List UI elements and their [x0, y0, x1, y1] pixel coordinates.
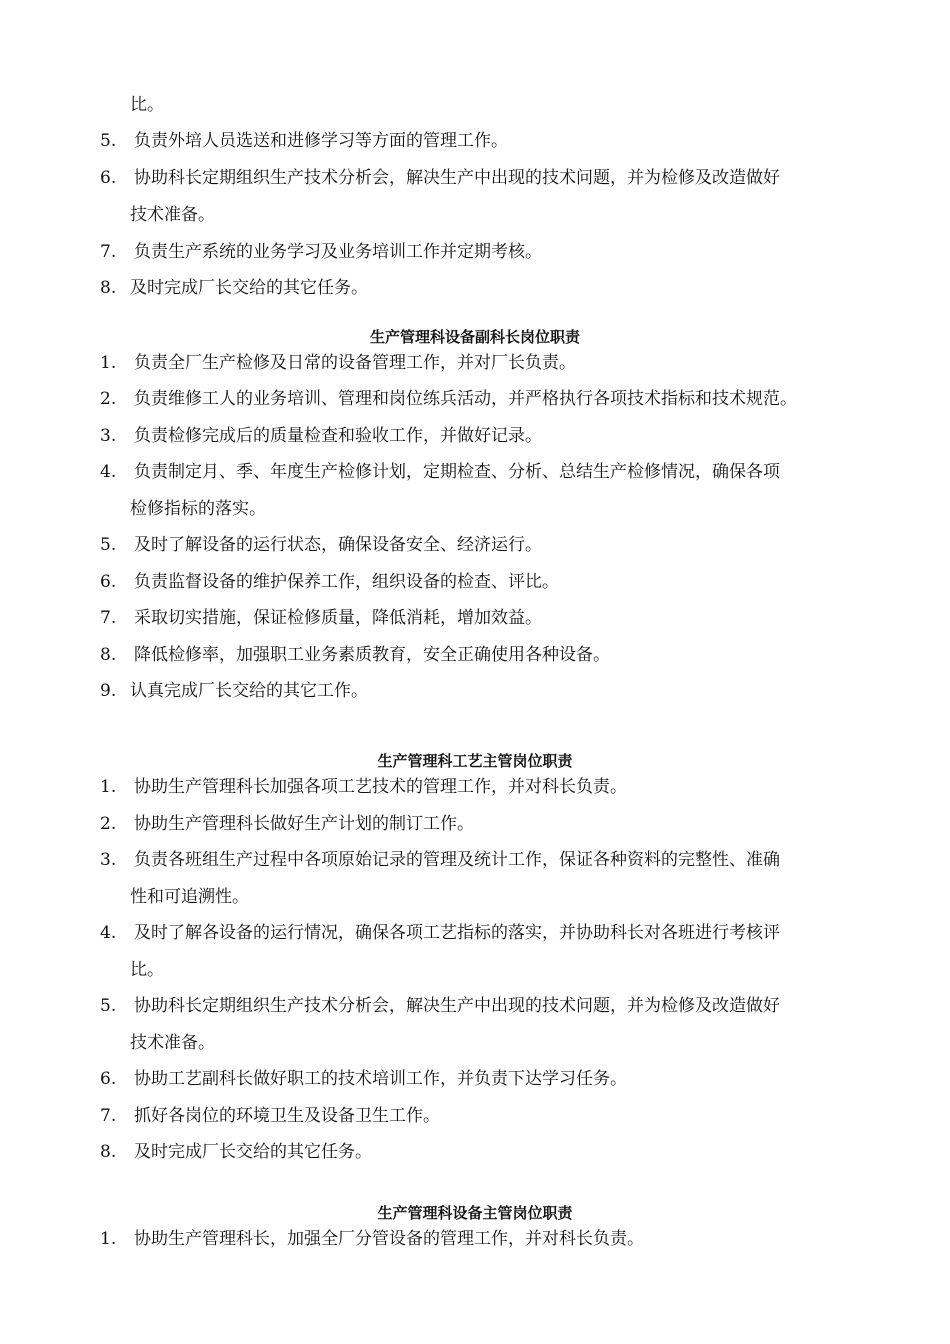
- item-number: 8.: [100, 645, 117, 665]
- item-number: 5.: [100, 996, 117, 1016]
- item-number: 1.: [100, 777, 117, 797]
- item-text: 负责制定月、季、年度生产检修计划，定期检查、分析、总结生产检修情况，确保各项: [134, 462, 780, 482]
- item-number: 5.: [100, 535, 117, 555]
- item-text: 及时完成厂长交给的其它任务。: [134, 1142, 372, 1162]
- item-text-continuation: 比。: [130, 960, 164, 980]
- item-text: 协助工艺副科长做好职工的技术培训工作，并负责下达学习任务。: [134, 1069, 627, 1089]
- item-text: 采取切实措施，保证检修质量，降低消耗，增加效益。: [134, 608, 542, 628]
- item-number: 6.: [100, 168, 117, 188]
- item-number: 1.: [100, 1229, 117, 1249]
- item-text-continuation: 技术准备。: [130, 1033, 215, 1053]
- item-text-continuation: 检修指标的落实。: [130, 499, 266, 519]
- item-number: 3.: [100, 850, 117, 870]
- item-text: 协助科长定期组织生产技术分析会，解决生产中出现的技术问题，并为检修及改造做好: [134, 996, 780, 1016]
- item-number: 6.: [100, 572, 117, 592]
- item-number: 9.: [100, 681, 117, 701]
- item-text: 协助科长定期组织生产技术分析会，解决生产中出现的技术问题，并为检修及改造做好: [134, 168, 780, 188]
- item-text: 负责监督设备的维护保养工作，组织设备的检查、评比。: [134, 572, 559, 592]
- item-number: 2.: [100, 389, 117, 409]
- item-number: 7.: [100, 242, 117, 262]
- item-text: 协助生产管理科长做好生产计划的制订工作。: [134, 814, 474, 834]
- item-text: 及时了解各设备的运行情况，确保各项工艺指标的落实，并协助科长对各班进行考核评: [134, 923, 780, 943]
- item-number: 7.: [100, 1106, 117, 1126]
- item-text: 负责外培人员选送和进修学习等方面的管理工作。: [134, 131, 508, 151]
- item-text-continuation: 技术准备。: [130, 205, 215, 225]
- list-item-continuation: 比。: [130, 95, 164, 115]
- item-number: 6.: [100, 1069, 117, 1089]
- section-heading: 生产管理科设备主管岗位职责: [377, 1204, 573, 1222]
- item-text: 及时完成厂长交给的其它任务。: [130, 278, 368, 298]
- item-text: 降低检修率，加强职工业务素质教育，安全正确使用各种设备。: [134, 645, 610, 665]
- item-text: 负责维修工人的业务培训、管理和岗位练兵活动，并严格执行各项技术指标和技术规范。: [134, 389, 797, 409]
- item-number: 1.: [100, 353, 117, 373]
- item-text: 负责全厂生产检修及日常的设备管理工作，并对厂长负责。: [134, 353, 576, 373]
- item-number: 8.: [100, 1142, 117, 1162]
- section-heading: 生产管理科工艺主管岗位职责: [377, 752, 573, 770]
- item-text: 协助生产管理科长加强各项工艺技术的管理工作，并对科长负责。: [134, 777, 627, 797]
- item-number: 3.: [100, 426, 117, 446]
- item-number: 4.: [100, 923, 117, 943]
- item-number: 5.: [100, 131, 117, 151]
- item-text: 负责检修完成后的质量检查和验收工作，并做好记录。: [134, 426, 542, 446]
- item-text: 抓好各岗位的环境卫生及设备卫生工作。: [134, 1106, 440, 1126]
- item-number: 7.: [100, 608, 117, 628]
- item-number: 4.: [100, 462, 117, 482]
- item-text: 及时了解设备的运行状态，确保设备安全、经济运行。: [134, 535, 542, 555]
- item-text: 负责生产系统的业务学习及业务培训工作并定期考核。: [134, 242, 542, 262]
- item-text: 协助生产管理科长，加强全厂分管设备的管理工作，并对科长负责。: [134, 1229, 644, 1249]
- section-heading: 生产管理科设备副科长岗位职责: [369, 328, 580, 346]
- item-text-continuation: 性和可追溯性。: [130, 887, 249, 907]
- item-number: 8.: [100, 278, 117, 298]
- item-text: 负责各班组生产过程中各项原始记录的管理及统计工作，保证各种资料的完整性、准确: [134, 850, 780, 870]
- item-text: 认真完成厂长交给的其它工作。: [130, 681, 368, 701]
- item-number: 2.: [100, 814, 117, 834]
